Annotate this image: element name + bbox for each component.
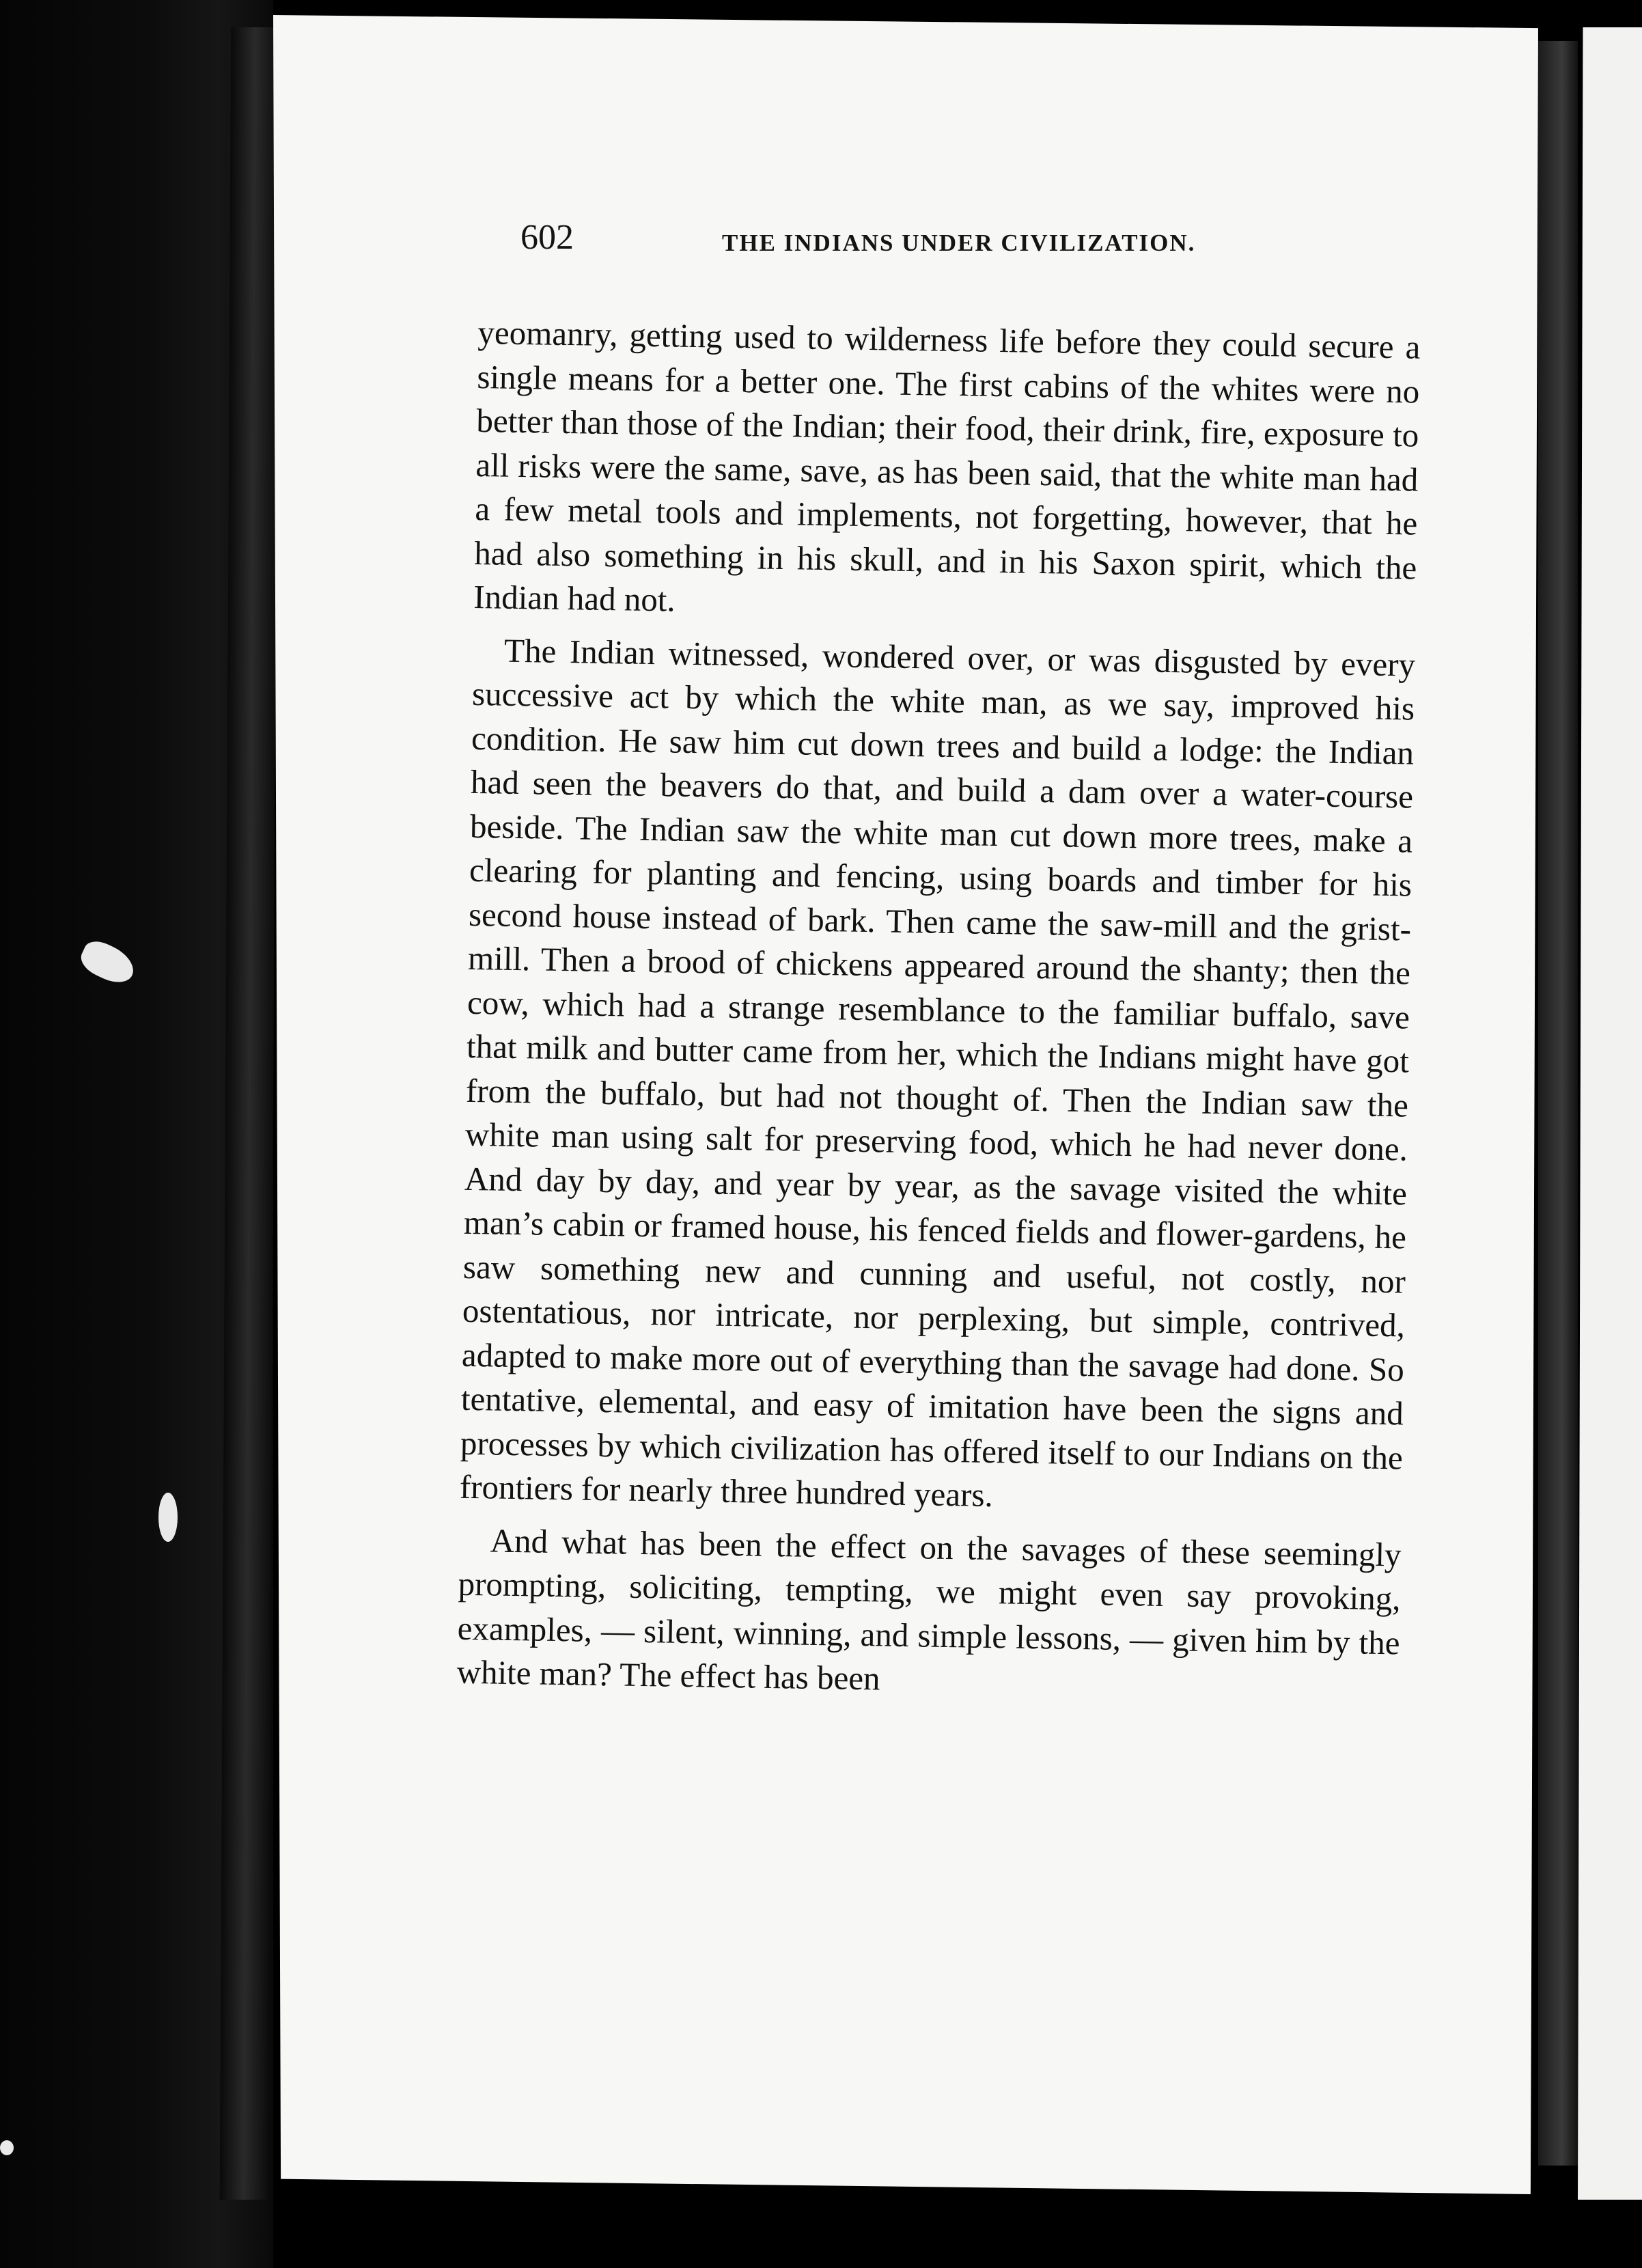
scan-gutter-shadow — [1538, 41, 1578, 2166]
speck — [0, 2140, 14, 2155]
body-text — [456, 311, 1421, 1718]
speck — [158, 1493, 178, 1542]
paragraph: yeomanry, getting used to wilderness life before they could secure a single means for a better one. The first cabins of the whites were no better than those of the Indian; their food, their drink, fire, exposure to all risks were the same, save, as has been said, that the white man had a few metal tools and implements, not forgetting, however, that he had also something in his skull, and in his Saxon spirit, which the Indian had not. — [473, 313, 1421, 619]
adjacent-page-edge — [1578, 27, 1642, 2200]
paragraph: The Indian witnessed, wondered over, or was disgusted by every successive act by which the white man, as we say, improved his condition. He saw him cut down trees and build a lodge: the Indian had seen the beavers do that, and build a dam over a water-course beside. The Indian saw the white man cut down more trees, make a clearing for planting and fencing, using boards and timber for his second house instead of bark. Then came the saw-mill and the grist-mill. Then a brood of chickens appeared around the shanty; then the cow, which had a strange resemblance to the familiar buffalo, save that milk and butter came from her, which the Indians might have got from the buffalo, but had not thought of. Then the Indian saw the white man using salt for preserving food, which he had never done. And day by day, and year by year, as the savage visited the white man’s cabin or framed house, his fenced fields and flower-gardens, he saw something new and cunning and useful, not costly, nor ostentatious, nor intricate, nor perplexing, but simple, contrived, adapted to make more out of everything than the savage had done. So tentative, elemental, and easy of imitation have been the signs and processes by which civilization has offered itself to our Indians on the frontiers for nearly three hundred years. — [459, 631, 1416, 1515]
paragraph: And what has been the effect on the savages of these seemingly prompting, soliciting, tempting, we might even say provoking, examples, — silent, winning, and simple lessons, — given him by the white man? The effect has been — [456, 1521, 1402, 1698]
page-header — [520, 217, 1422, 272]
page-number: 602 — [520, 218, 574, 257]
running-head: THE INDIANS UNDER CIVILIZATION. — [722, 230, 1196, 256]
